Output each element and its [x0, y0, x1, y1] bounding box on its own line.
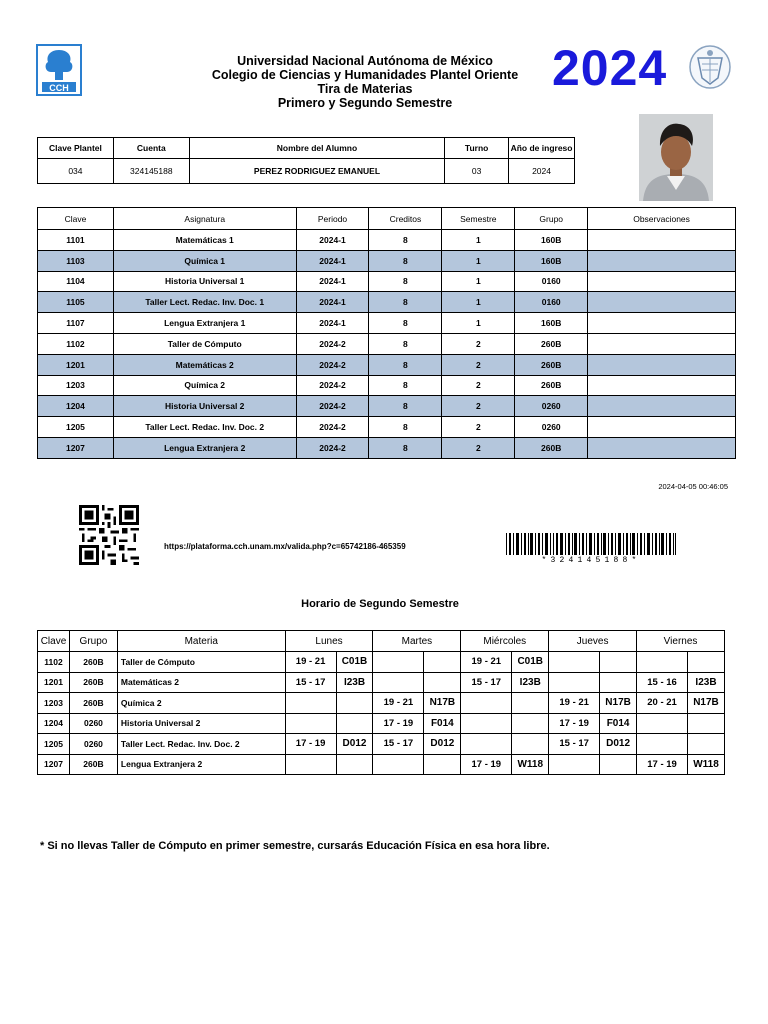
subject-asignatura: Matemáticas 2 [113, 354, 296, 375]
subject-grupo: 0160 [515, 271, 588, 292]
lunes-hora: 17 - 19 [285, 734, 336, 755]
jueves-hora: 15 - 17 [549, 734, 600, 755]
subject-row [38, 292, 736, 313]
subject-grupo: 260B [515, 333, 588, 354]
header-miercoles: Miércoles [461, 631, 549, 652]
schedule-row [38, 754, 725, 775]
subject-semestre: 1 [442, 230, 515, 251]
subject-asignatura: Taller de Cómputo [113, 333, 296, 354]
viernes-hora: 17 - 19 [637, 754, 688, 775]
miercoles-salon [512, 693, 549, 714]
viernes-hora [637, 713, 688, 734]
document-header [160, 54, 570, 110]
subject-asignatura: Química 1 [113, 250, 296, 271]
cuenta-value: 324145188 [113, 159, 189, 184]
subject-creditos: 8 [369, 313, 442, 334]
martes-hora [373, 652, 424, 673]
subject-creditos: 8 [369, 333, 442, 354]
footnote: * Si no llevas Taller de Cómputo en primer semestre, cursarás Educación Física en esa hora libre. [40, 840, 550, 852]
martes-salon: N17B [424, 693, 461, 714]
barcode-icon [506, 533, 676, 555]
jueves-salon [600, 652, 637, 673]
jueves-hora [549, 754, 600, 775]
turno-value: 03 [445, 159, 509, 184]
subject-grupo: 0160 [515, 292, 588, 313]
subject-grupo: 0260 [515, 417, 588, 438]
header-semestre: Semestre [442, 208, 515, 230]
martes-salon [424, 754, 461, 775]
schedule-materia: Química 2 [117, 693, 285, 714]
subject-semestre: 1 [442, 271, 515, 292]
student-info-row [38, 159, 575, 184]
martes-hora [373, 672, 424, 693]
subject-clave: 1102 [38, 333, 114, 354]
subject-creditos: 8 [369, 292, 442, 313]
miercoles-hora: 15 - 17 [461, 672, 512, 693]
schedule-row [38, 693, 725, 714]
subject-creditos: 8 [369, 230, 442, 251]
lunes-salon: C01B [336, 652, 373, 673]
viernes-hora [637, 652, 688, 673]
schedule-grupo: 260B [69, 693, 117, 714]
viernes-hora [637, 734, 688, 755]
subject-grupo: 260B [515, 354, 588, 375]
subject-semestre: 2 [442, 354, 515, 375]
subject-clave: 1203 [38, 375, 114, 396]
schedule-clave: 1203 [38, 693, 70, 714]
subject-observaciones [588, 250, 736, 271]
subject-row [38, 396, 736, 417]
martes-hora: 19 - 21 [373, 693, 424, 714]
martes-salon: D012 [424, 734, 461, 755]
subject-periodo: 2024-2 [296, 354, 369, 375]
subject-row [38, 437, 736, 458]
schedule-grupo: 260B [69, 672, 117, 693]
subjects-header-row [38, 208, 736, 230]
subject-creditos: 8 [369, 250, 442, 271]
miercoles-salon [512, 713, 549, 734]
schedule-grupo: 0260 [69, 734, 117, 755]
timestamp: 2024-04-05 00:46:05 [658, 482, 728, 491]
subject-asignatura: Taller Lect. Redac. Inv. Doc. 1 [113, 292, 296, 313]
schedule-materia: Historia Universal 2 [117, 713, 285, 734]
subject-observaciones [588, 375, 736, 396]
header-viernes: Viernes [637, 631, 725, 652]
subject-grupo: 160B [515, 250, 588, 271]
subject-row [38, 271, 736, 292]
miercoles-hora [461, 734, 512, 755]
subject-observaciones [588, 417, 736, 438]
schedule-clave: 1204 [38, 713, 70, 734]
viernes-hora: 20 - 21 [637, 693, 688, 714]
martes-salon [424, 652, 461, 673]
header-clave: Clave [38, 208, 114, 230]
subject-periodo: 2024-1 [296, 250, 369, 271]
subject-observaciones [588, 396, 736, 417]
schedule-row [38, 672, 725, 693]
subject-observaciones [588, 333, 736, 354]
subject-clave: 1105 [38, 292, 114, 313]
martes-salon [424, 672, 461, 693]
subject-asignatura: Lengua Extranjera 2 [113, 437, 296, 458]
student-photo [639, 114, 713, 201]
subject-row [38, 354, 736, 375]
schedule-materia: Lengua Extranjera 2 [117, 754, 285, 775]
jueves-salon [600, 672, 637, 693]
subject-clave: 1101 [38, 230, 114, 251]
subject-grupo: 160B [515, 230, 588, 251]
header-lunes: Lunes [285, 631, 373, 652]
college-name: Colegio de Ciencias y Humanidades Plantel Oriente [211, 68, 519, 82]
lunes-hora: 19 - 21 [285, 652, 336, 673]
subject-observaciones [588, 354, 736, 375]
subject-creditos: 8 [369, 354, 442, 375]
jueves-hora [549, 652, 600, 673]
barcode-digits: *324145188* [541, 556, 641, 565]
subject-clave: 1207 [38, 437, 114, 458]
subject-clave: 1107 [38, 313, 114, 334]
anio-ingreso-value: 2024 [509, 159, 575, 184]
subject-semestre: 2 [442, 375, 515, 396]
subject-row [38, 230, 736, 251]
subject-grupo: 0260 [515, 396, 588, 417]
header-grupo: Grupo [69, 631, 117, 652]
lunes-hora: 15 - 17 [285, 672, 336, 693]
lunes-salon [336, 693, 373, 714]
student-info-table [37, 137, 575, 184]
university-name: Universidad Nacional Autónoma de México [237, 54, 493, 68]
viernes-salon: N17B [687, 693, 724, 714]
subject-asignatura: Matemáticas 1 [113, 230, 296, 251]
subject-clave: 1201 [38, 354, 114, 375]
lunes-hora [285, 713, 336, 734]
header-grupo: Grupo [515, 208, 588, 230]
subject-asignatura: Taller Lect. Redac. Inv. Doc. 2 [113, 417, 296, 438]
header-observaciones: Observaciones [588, 208, 736, 230]
clave-plantel-value: 034 [38, 159, 114, 184]
subject-creditos: 8 [369, 437, 442, 458]
subject-asignatura: Lengua Extranjera 1 [113, 313, 296, 334]
schedule-clave: 1102 [38, 652, 70, 673]
subject-observaciones [588, 230, 736, 251]
subject-asignatura: Historia Universal 2 [113, 396, 296, 417]
header-creditos: Creditos [369, 208, 442, 230]
miercoles-hora [461, 713, 512, 734]
miercoles-salon: W118 [512, 754, 549, 775]
martes-hora: 17 - 19 [373, 713, 424, 734]
subject-row [38, 333, 736, 354]
semesters-label: Primero y Segundo Semestre [277, 96, 453, 110]
miercoles-salon: C01B [512, 652, 549, 673]
subject-observaciones [588, 437, 736, 458]
schedule-clave: 1205 [38, 734, 70, 755]
subject-creditos: 8 [369, 396, 442, 417]
header-turno: Turno [445, 138, 509, 159]
miercoles-salon: I23B [512, 672, 549, 693]
subject-semestre: 2 [442, 437, 515, 458]
header-clave: Clave [38, 631, 70, 652]
martes-hora [373, 754, 424, 775]
nombre-value: PEREZ RODRIGUEZ EMANUEL [189, 159, 444, 184]
subject-periodo: 2024-2 [296, 417, 369, 438]
subject-periodo: 2024-2 [296, 375, 369, 396]
subject-periodo: 2024-1 [296, 271, 369, 292]
cch-logo [36, 44, 82, 96]
viernes-salon: I23B [687, 672, 724, 693]
subject-semestre: 1 [442, 313, 515, 334]
subject-periodo: 2024-2 [296, 396, 369, 417]
jueves-hora [549, 672, 600, 693]
viernes-hora: 15 - 16 [637, 672, 688, 693]
subject-periodo: 2024-1 [296, 292, 369, 313]
subject-creditos: 8 [369, 271, 442, 292]
student-info-header-row [38, 138, 575, 159]
subject-observaciones [588, 292, 736, 313]
viernes-salon [687, 734, 724, 755]
header-nombre: Nombre del Alumno [189, 138, 444, 159]
subject-grupo: 260B [515, 437, 588, 458]
verification-link[interactable]: https://plataforma.cch.unam.mx/valida.php?c=65742186-465359 [164, 542, 406, 551]
schedule-table [37, 630, 725, 775]
jueves-salon: D012 [600, 734, 637, 755]
header-cuenta: Cuenta [113, 138, 189, 159]
subject-semestre: 2 [442, 333, 515, 354]
document-title: Tira de Materias [317, 82, 413, 96]
subject-clave: 1204 [38, 396, 114, 417]
header-jueves: Jueves [549, 631, 637, 652]
header-materia: Materia [117, 631, 285, 652]
subject-semestre: 2 [442, 417, 515, 438]
subject-creditos: 8 [369, 375, 442, 396]
year-label: 2024 [552, 40, 668, 96]
lunes-salon: I23B [336, 672, 373, 693]
subject-row [38, 417, 736, 438]
lunes-hora [285, 693, 336, 714]
subject-observaciones [588, 271, 736, 292]
lunes-hora [285, 754, 336, 775]
subject-clave: 1205 [38, 417, 114, 438]
subject-row [38, 313, 736, 334]
subject-clave: 1103 [38, 250, 114, 271]
lunes-salon [336, 754, 373, 775]
subject-row [38, 250, 736, 271]
miercoles-salon [512, 734, 549, 755]
martes-salon: F014 [424, 713, 461, 734]
jueves-salon: F014 [600, 713, 637, 734]
subject-asignatura: Historia Universal 1 [113, 271, 296, 292]
schedule-materia: Matemáticas 2 [117, 672, 285, 693]
jueves-hora: 19 - 21 [549, 693, 600, 714]
miercoles-hora: 17 - 19 [461, 754, 512, 775]
subject-semestre: 1 [442, 250, 515, 271]
svg-text:CCH: CCH [49, 83, 69, 93]
jueves-hora: 17 - 19 [549, 713, 600, 734]
martes-hora: 15 - 17 [373, 734, 424, 755]
lunes-salon: D012 [336, 734, 373, 755]
subject-clave: 1104 [38, 271, 114, 292]
schedule-grupo: 0260 [69, 713, 117, 734]
schedule-title: Horario de Segundo Semestre [301, 598, 459, 610]
miercoles-hora [461, 693, 512, 714]
qr-code-icon [78, 505, 140, 565]
schedule-clave: 1207 [38, 754, 70, 775]
header-anio-ingreso: Año de ingreso [509, 138, 575, 159]
schedule-grupo: 260B [69, 754, 117, 775]
subject-periodo: 2024-1 [296, 313, 369, 334]
subject-grupo: 260B [515, 375, 588, 396]
viernes-salon [687, 652, 724, 673]
viernes-salon [687, 713, 724, 734]
schedule-materia: Taller Lect. Redac. Inv. Doc. 2 [117, 734, 285, 755]
subject-periodo: 2024-2 [296, 437, 369, 458]
subject-semestre: 1 [442, 292, 515, 313]
jueves-salon: N17B [600, 693, 637, 714]
schedule-clave: 1201 [38, 672, 70, 693]
subject-periodo: 2024-1 [296, 230, 369, 251]
subject-semestre: 2 [442, 396, 515, 417]
schedule-header-row [38, 631, 725, 652]
subject-asignatura: Química 2 [113, 375, 296, 396]
subject-row [38, 375, 736, 396]
schedule-row [38, 652, 725, 673]
schedule-row [38, 713, 725, 734]
schedule-materia: Taller de Cómputo [117, 652, 285, 673]
unam-seal-icon [688, 44, 732, 90]
header-martes: Martes [373, 631, 461, 652]
header-asignatura: Asignatura [113, 208, 296, 230]
jueves-salon [600, 754, 637, 775]
lunes-salon [336, 713, 373, 734]
viernes-salon: W118 [687, 754, 724, 775]
subjects-table [37, 207, 736, 459]
schedule-row [38, 734, 725, 755]
subject-creditos: 8 [369, 417, 442, 438]
subject-observaciones [588, 313, 736, 334]
schedule-grupo: 260B [69, 652, 117, 673]
subject-grupo: 160B [515, 313, 588, 334]
miercoles-hora: 19 - 21 [461, 652, 512, 673]
header-periodo: Periodo [296, 208, 369, 230]
subject-periodo: 2024-2 [296, 333, 369, 354]
header-clave-plantel: Clave Plantel [38, 138, 114, 159]
